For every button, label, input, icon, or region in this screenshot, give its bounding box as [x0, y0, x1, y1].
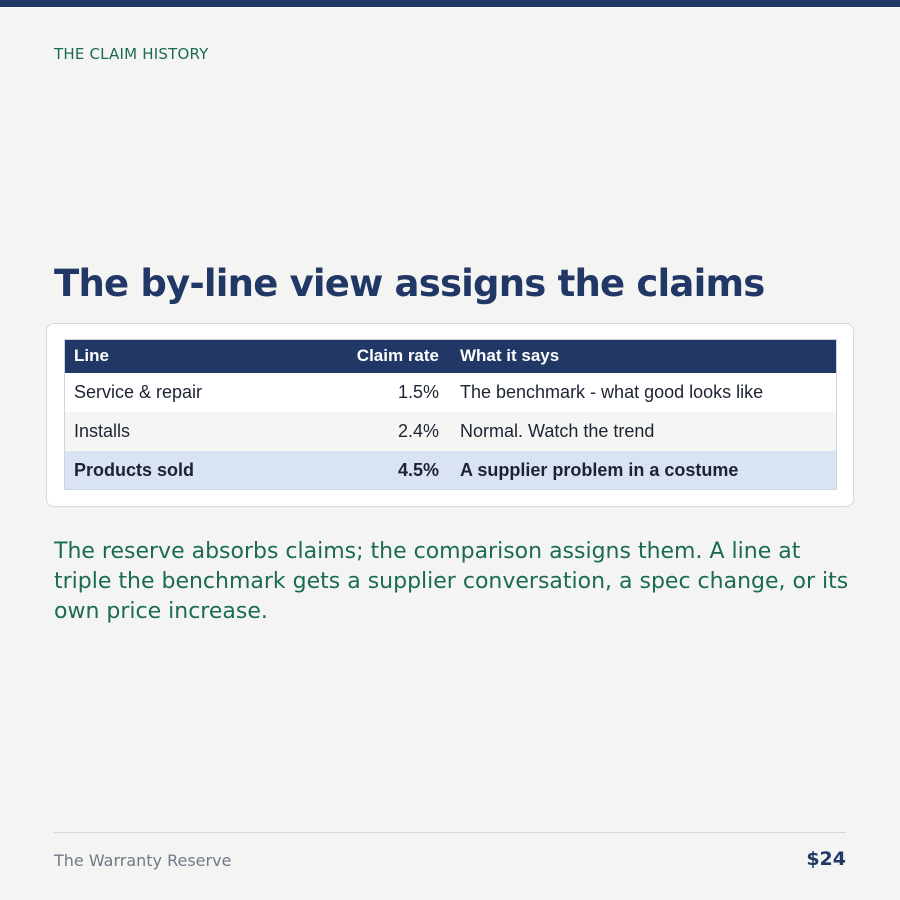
top-accent-bar [0, 0, 900, 7]
cell-claim-rate: 4.5% [397, 460, 439, 480]
cell-line: Products sold [74, 460, 195, 480]
cell-line: Service & repair [74, 382, 203, 402]
claims-table [64, 339, 837, 490]
table-row-highlighted [64, 451, 837, 490]
table-header-row [64, 339, 837, 373]
footer-price: $24 [806, 848, 846, 870]
header-line: Line [74, 346, 109, 365]
body-paragraph: The reserve absorbs claims; the comparison assigns them. A line at triple the benchmark gets a supplier conversation, a spec change, or its own price increase. [54, 539, 849, 624]
header-claim-rate: Claim rate [356, 346, 439, 365]
cell-claim-rate: 2.4% [397, 421, 439, 441]
footer-series-title: The Warranty Reserve [54, 851, 232, 870]
footer-divider [54, 832, 846, 833]
table-row [64, 412, 837, 451]
cell-what-it-says: The benchmark - what good looks like [460, 382, 764, 402]
table-card [46, 323, 854, 507]
cell-what-it-says: Normal. Watch the trend [460, 421, 655, 441]
cell-what-it-says: A supplier problem in a costume [460, 460, 739, 480]
table-row [64, 373, 837, 412]
section-eyebrow: THE CLAIM HISTORY [54, 45, 209, 63]
cell-line: Installs [74, 421, 131, 441]
page-title: The by-line view assigns the claims [54, 262, 765, 305]
header-what-it-says: What it says [460, 346, 560, 365]
cell-claim-rate: 1.5% [397, 382, 439, 402]
